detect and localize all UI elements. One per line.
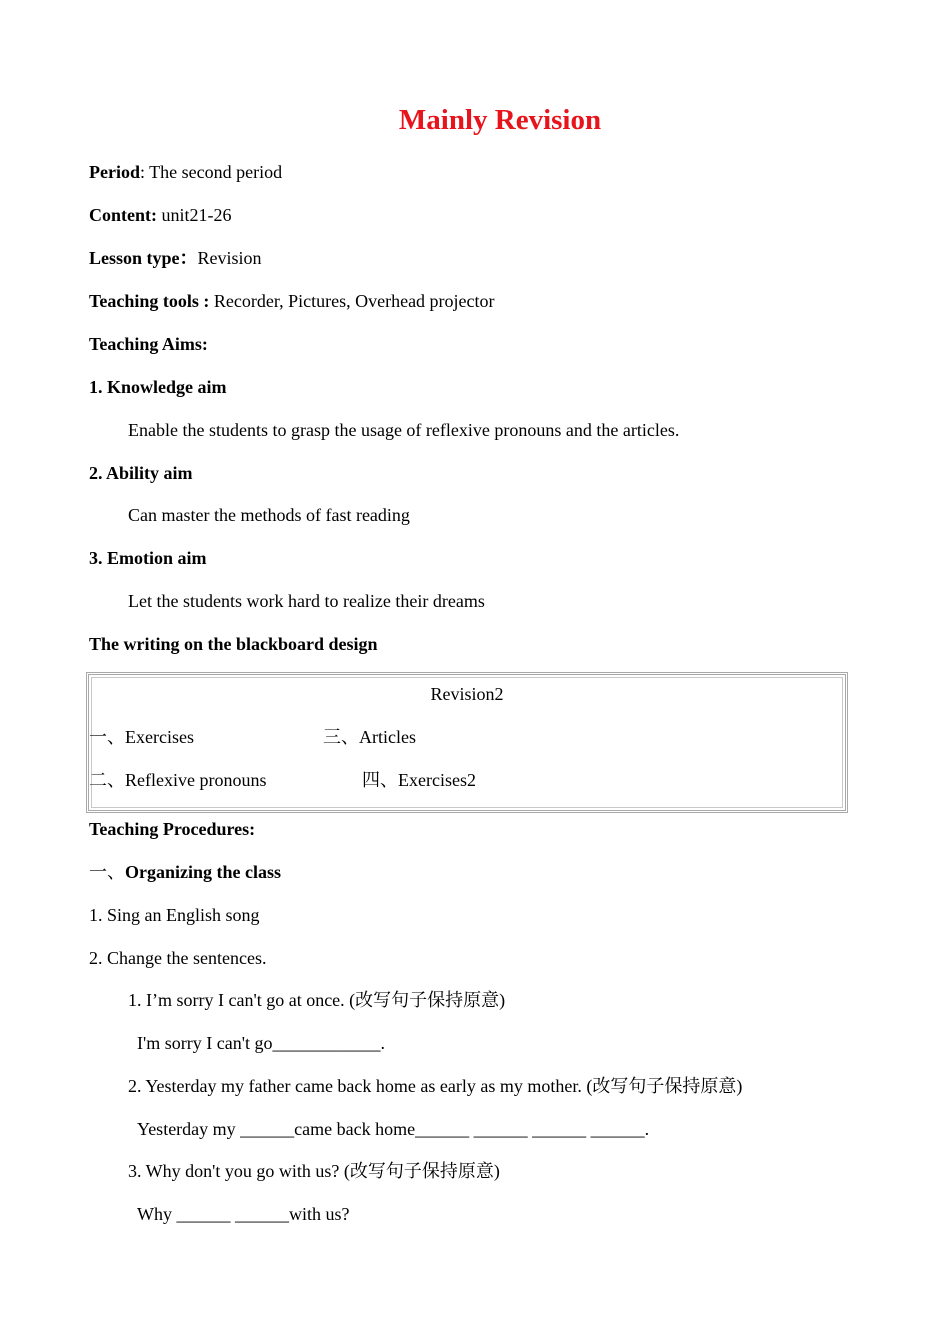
question-1: 1. I’m sorry I can't go at once. (改写句子保持原意) <box>128 990 506 1010</box>
emotion-aim-heading: 3. Emotion aim <box>89 548 207 568</box>
period-label: Period <box>89 162 140 182</box>
teaching-procedures-heading: Teaching Procedures: <box>89 819 256 839</box>
blackboard-item-exercises2: 四、Exercises2 <box>362 770 476 790</box>
knowledge-aim-heading: 1. Knowledge aim <box>89 377 227 397</box>
step-sing-song: 1. Sing an English song <box>89 905 260 925</box>
blackboard-item-articles: 三、Articles <box>323 727 416 747</box>
knowledge-aim-text: Enable the students to grasp the usage of reflexive pronouns and the articles. <box>128 420 680 440</box>
content-label: Content: <box>89 205 157 225</box>
emotion-aim-text: Let the students work hard to realize their dreams <box>128 591 485 611</box>
blackboard-title: Revision2 <box>430 684 504 704</box>
period-value: : The second period <box>140 162 283 182</box>
blackboard-heading: The writing on the blackboard design <box>89 634 378 654</box>
section-number: 一、 <box>89 862 125 882</box>
content-value: unit21-26 <box>157 205 232 225</box>
lesson-type-line <box>89 245 262 271</box>
blackboard-design-box <box>86 672 848 813</box>
content-line <box>89 202 232 228</box>
ability-aim-heading: 2. Ability aim <box>89 463 193 483</box>
document-title: Mainly Revision <box>398 104 602 136</box>
period-line <box>89 159 282 185</box>
answer-1: I'm sorry I can't go____________. <box>137 1033 385 1053</box>
blackboard-item-reflexive-pronouns: 二、Reflexive pronouns <box>89 770 267 790</box>
blackboard-item-exercises: 一、Exercises <box>89 727 194 747</box>
question-2: 2. Yesterday my father came back home as early as my mother. (改写句子保持原意) <box>128 1076 743 1096</box>
teaching-tools-value: Recorder, Pictures, Overhead projector <box>209 291 495 311</box>
section-organizing-class <box>89 859 281 885</box>
lesson-type-value: Revision <box>197 248 262 268</box>
lesson-type-label: Lesson type： <box>89 248 198 268</box>
answer-3: Why ______ ______with us? <box>137 1204 350 1224</box>
teaching-tools-line <box>89 288 495 314</box>
ability-aim-text: Can master the methods of fast reading <box>128 505 410 525</box>
teaching-aims-heading: Teaching Aims: <box>89 334 208 354</box>
teaching-tools-label: Teaching tools : <box>89 291 210 311</box>
section-title: Organizing the class <box>125 862 281 882</box>
question-3: 3. Why don't you go with us? (改写句子保持原意) <box>128 1161 500 1181</box>
answer-2: Yesterday my ______came back home______ ______ ______ ______. <box>137 1119 650 1139</box>
step-change-sentences: 2. Change the sentences. <box>89 948 267 968</box>
